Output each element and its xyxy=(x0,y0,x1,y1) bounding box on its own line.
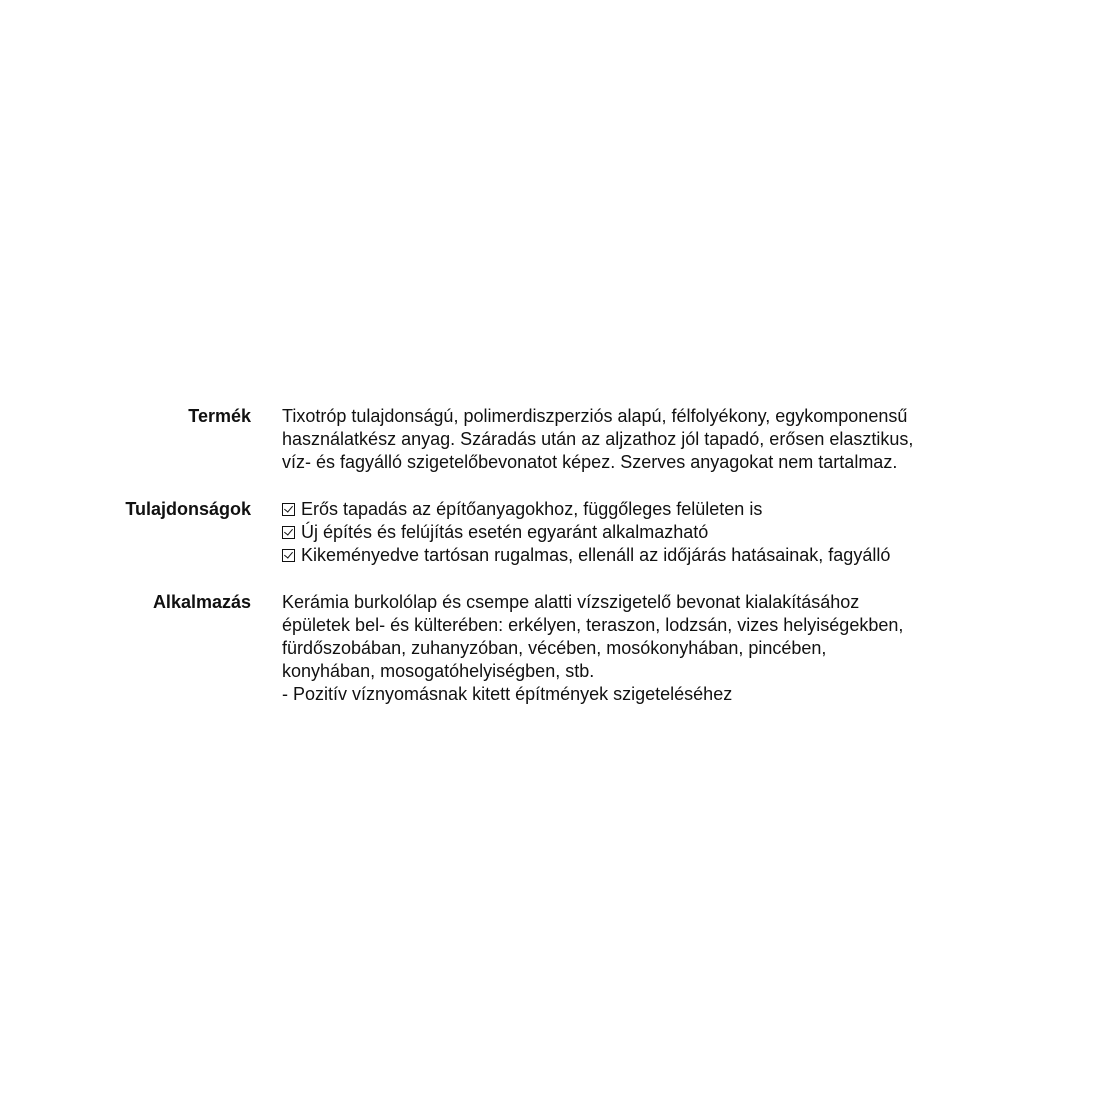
text-line: használatkész anyag. Száradás után az aljzathoz jól tapadó, erősen elasztikus, xyxy=(282,429,914,449)
text-line: konyhában, mosogatóhelyiségben, stb. xyxy=(282,661,595,681)
list-item xyxy=(282,544,1062,567)
section-content xyxy=(282,591,1062,706)
list-item-text: Új építés és felújítás esetén egyaránt alkalmazható xyxy=(301,522,709,542)
checked-box-icon xyxy=(282,526,295,539)
text-line: víz- és fagyálló szigetelőbevonatot képez. Szerves anyagokat nem tartalmaz. xyxy=(282,452,898,472)
section-alkalmazas xyxy=(0,591,1100,706)
product-sheet xyxy=(0,405,1100,706)
list-item-text: Erős tapadás az építőanyagokhoz, függőleges felületen is xyxy=(301,499,763,519)
text-line: - Pozitív víznyomásnak kitett építmények szigeteléséhez xyxy=(282,684,733,704)
text-line: Kerámia burkolólap és csempe alatti vízszigetelő bevonat kialakításához xyxy=(282,592,860,612)
section-label: Alkalmazás xyxy=(152,592,251,612)
list-item-text: Kikeményedve tartósan rugalmas, ellenáll az időjárás hatásainak, fagyálló xyxy=(301,545,891,565)
section-content xyxy=(282,498,1062,567)
section-termek xyxy=(0,405,1100,474)
section-label: Termék xyxy=(188,406,251,426)
checked-box-icon xyxy=(282,503,295,516)
text-line: Tixotróp tulajdonságú, polimerdiszperziós alapú, félfolyékony, egykomponensű xyxy=(282,406,908,426)
section-content xyxy=(282,405,1062,474)
text-line: fürdőszobában, zuhanyzóban, vécében, mosókonyhában, pincében, xyxy=(282,638,827,658)
section-tulajdonsagok xyxy=(0,498,1100,567)
list-item xyxy=(282,521,1062,544)
checked-box-icon xyxy=(282,549,295,562)
list-item xyxy=(282,498,1062,521)
section-label: Tulajdonságok xyxy=(125,499,251,519)
text-line: épületek bel- és külterében: erkélyen, teraszon, lodzsán, vizes helyiségekben, xyxy=(282,615,904,635)
